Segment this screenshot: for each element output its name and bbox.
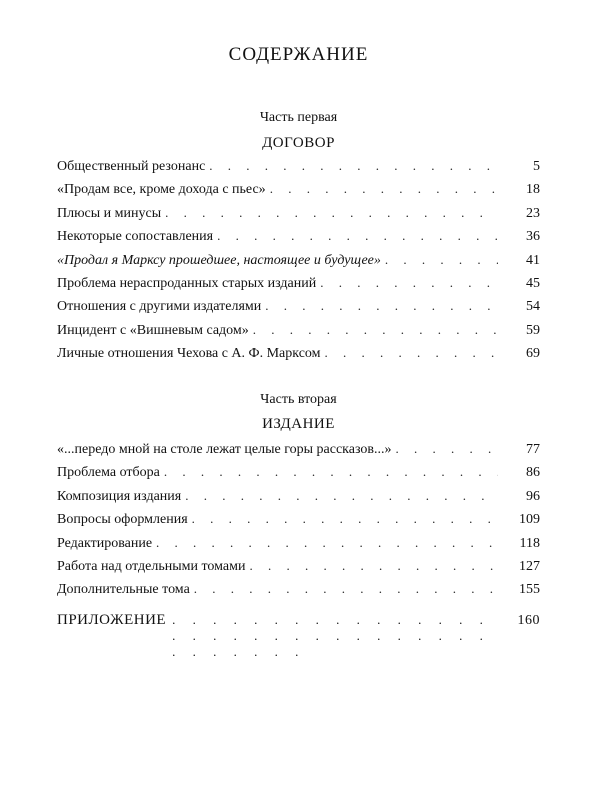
dot-leader <box>385 252 498 268</box>
toc-entry-page: 54 <box>526 299 540 315</box>
toc-entry[interactable] <box>57 322 540 345</box>
dot-leader <box>253 322 498 338</box>
dot-leader <box>396 441 498 457</box>
part-one-label: Часть первая <box>259 110 338 125</box>
toc-entry[interactable] <box>57 535 540 558</box>
toc-entry-page: 155 <box>519 582 540 598</box>
part-one-title: ДОГОВОР <box>262 135 335 151</box>
toc-entry-text: «Продам все, кроме дохода с пьес» <box>57 182 266 198</box>
dot-leader <box>320 275 498 291</box>
toc-entry[interactable] <box>57 252 540 275</box>
dot-leader <box>249 558 498 574</box>
toc-entry-page: 5 <box>533 159 540 174</box>
toc-entry[interactable] <box>57 345 540 368</box>
appendix-page: 160 <box>517 613 540 628</box>
toc-entry-text: Редактирование <box>57 535 153 551</box>
toc-entry-page: 77 <box>526 442 540 457</box>
page-title: СОДЕРЖАНИЕ <box>228 44 369 65</box>
toc-entry[interactable] <box>57 298 540 321</box>
toc-entry-text: «Продал я Марксу прошедшее, настоящее и будущее» <box>57 252 381 268</box>
toc-entry[interactable] <box>57 441 540 464</box>
toc-entry[interactable] <box>57 205 540 228</box>
dot-leader <box>172 612 498 660</box>
toc-entry[interactable] <box>57 488 540 511</box>
part-one-toc <box>57 158 540 369</box>
toc-entry-text: Дополнительные тома <box>57 582 190 598</box>
toc-entry-text: Инцидент с «Вишневым садом» <box>57 322 249 338</box>
toc-entry-page: 59 <box>526 322 540 338</box>
toc-entry-text: Проблема отбора <box>57 465 160 481</box>
part-two-toc <box>57 441 540 605</box>
toc-entry[interactable] <box>57 181 540 204</box>
toc-entry[interactable] <box>57 228 540 251</box>
toc-entry-text: Отношения с другими издателями <box>57 299 262 315</box>
toc-entry[interactable] <box>57 275 540 298</box>
toc-entry-text: Плюсы и минусы <box>57 205 162 221</box>
toc-entry-text: «...передо мной на столе лежат целые горы рассказов...» <box>57 442 392 457</box>
toc-entry-page: 45 <box>526 275 540 291</box>
part-two-label: Часть вторая <box>260 392 337 407</box>
dot-leader <box>164 464 498 480</box>
toc-entry-appendix[interactable] <box>57 612 540 660</box>
dot-leader <box>217 228 498 244</box>
part-two-title: ИЗДАНИЕ <box>262 416 335 432</box>
toc-entry-text: Некоторые сопоставления <box>57 229 214 245</box>
toc-entry-text: Вопросы оформления <box>57 512 188 528</box>
toc-entry[interactable] <box>57 511 540 534</box>
toc-entry-text: Композиция издания <box>57 488 182 504</box>
dot-leader <box>209 158 498 174</box>
dot-leader <box>165 205 498 221</box>
toc-entry-text: Работа над отдельными томами <box>57 558 246 574</box>
toc-entry-page: 96 <box>526 488 540 504</box>
appendix-title: ПРИЛОЖЕНИЕ <box>57 612 167 628</box>
toc-entry-text: Личные отношения Чехова с А. Ф. Марксом <box>57 346 321 362</box>
toc-entry-page: 23 <box>526 205 540 221</box>
toc-entry-page: 69 <box>526 346 540 362</box>
dot-leader <box>192 511 498 527</box>
toc-entry-page: 18 <box>526 182 540 198</box>
dot-leader <box>194 581 498 597</box>
toc-entry-text: Общественный резонанс <box>57 159 206 174</box>
toc-entry-page: 127 <box>519 558 540 574</box>
toc-entry-page: 109 <box>519 512 540 528</box>
toc-entry-text: Проблема нераспроданных старых изданий <box>57 275 317 291</box>
dot-leader <box>270 181 498 197</box>
dot-leader <box>265 298 498 314</box>
toc-entry[interactable] <box>57 464 540 487</box>
dot-leader <box>156 535 498 551</box>
toc-entry[interactable] <box>57 581 540 604</box>
toc-entry-page: 41 <box>526 252 540 268</box>
dot-leader <box>325 345 498 361</box>
toc-entry-page: 86 <box>526 465 540 481</box>
toc-entry-page: 36 <box>526 229 540 245</box>
toc-entry-page: 118 <box>519 535 540 551</box>
toc-entry[interactable] <box>57 558 540 581</box>
dot-leader <box>185 488 498 504</box>
toc-entry[interactable] <box>57 158 540 181</box>
